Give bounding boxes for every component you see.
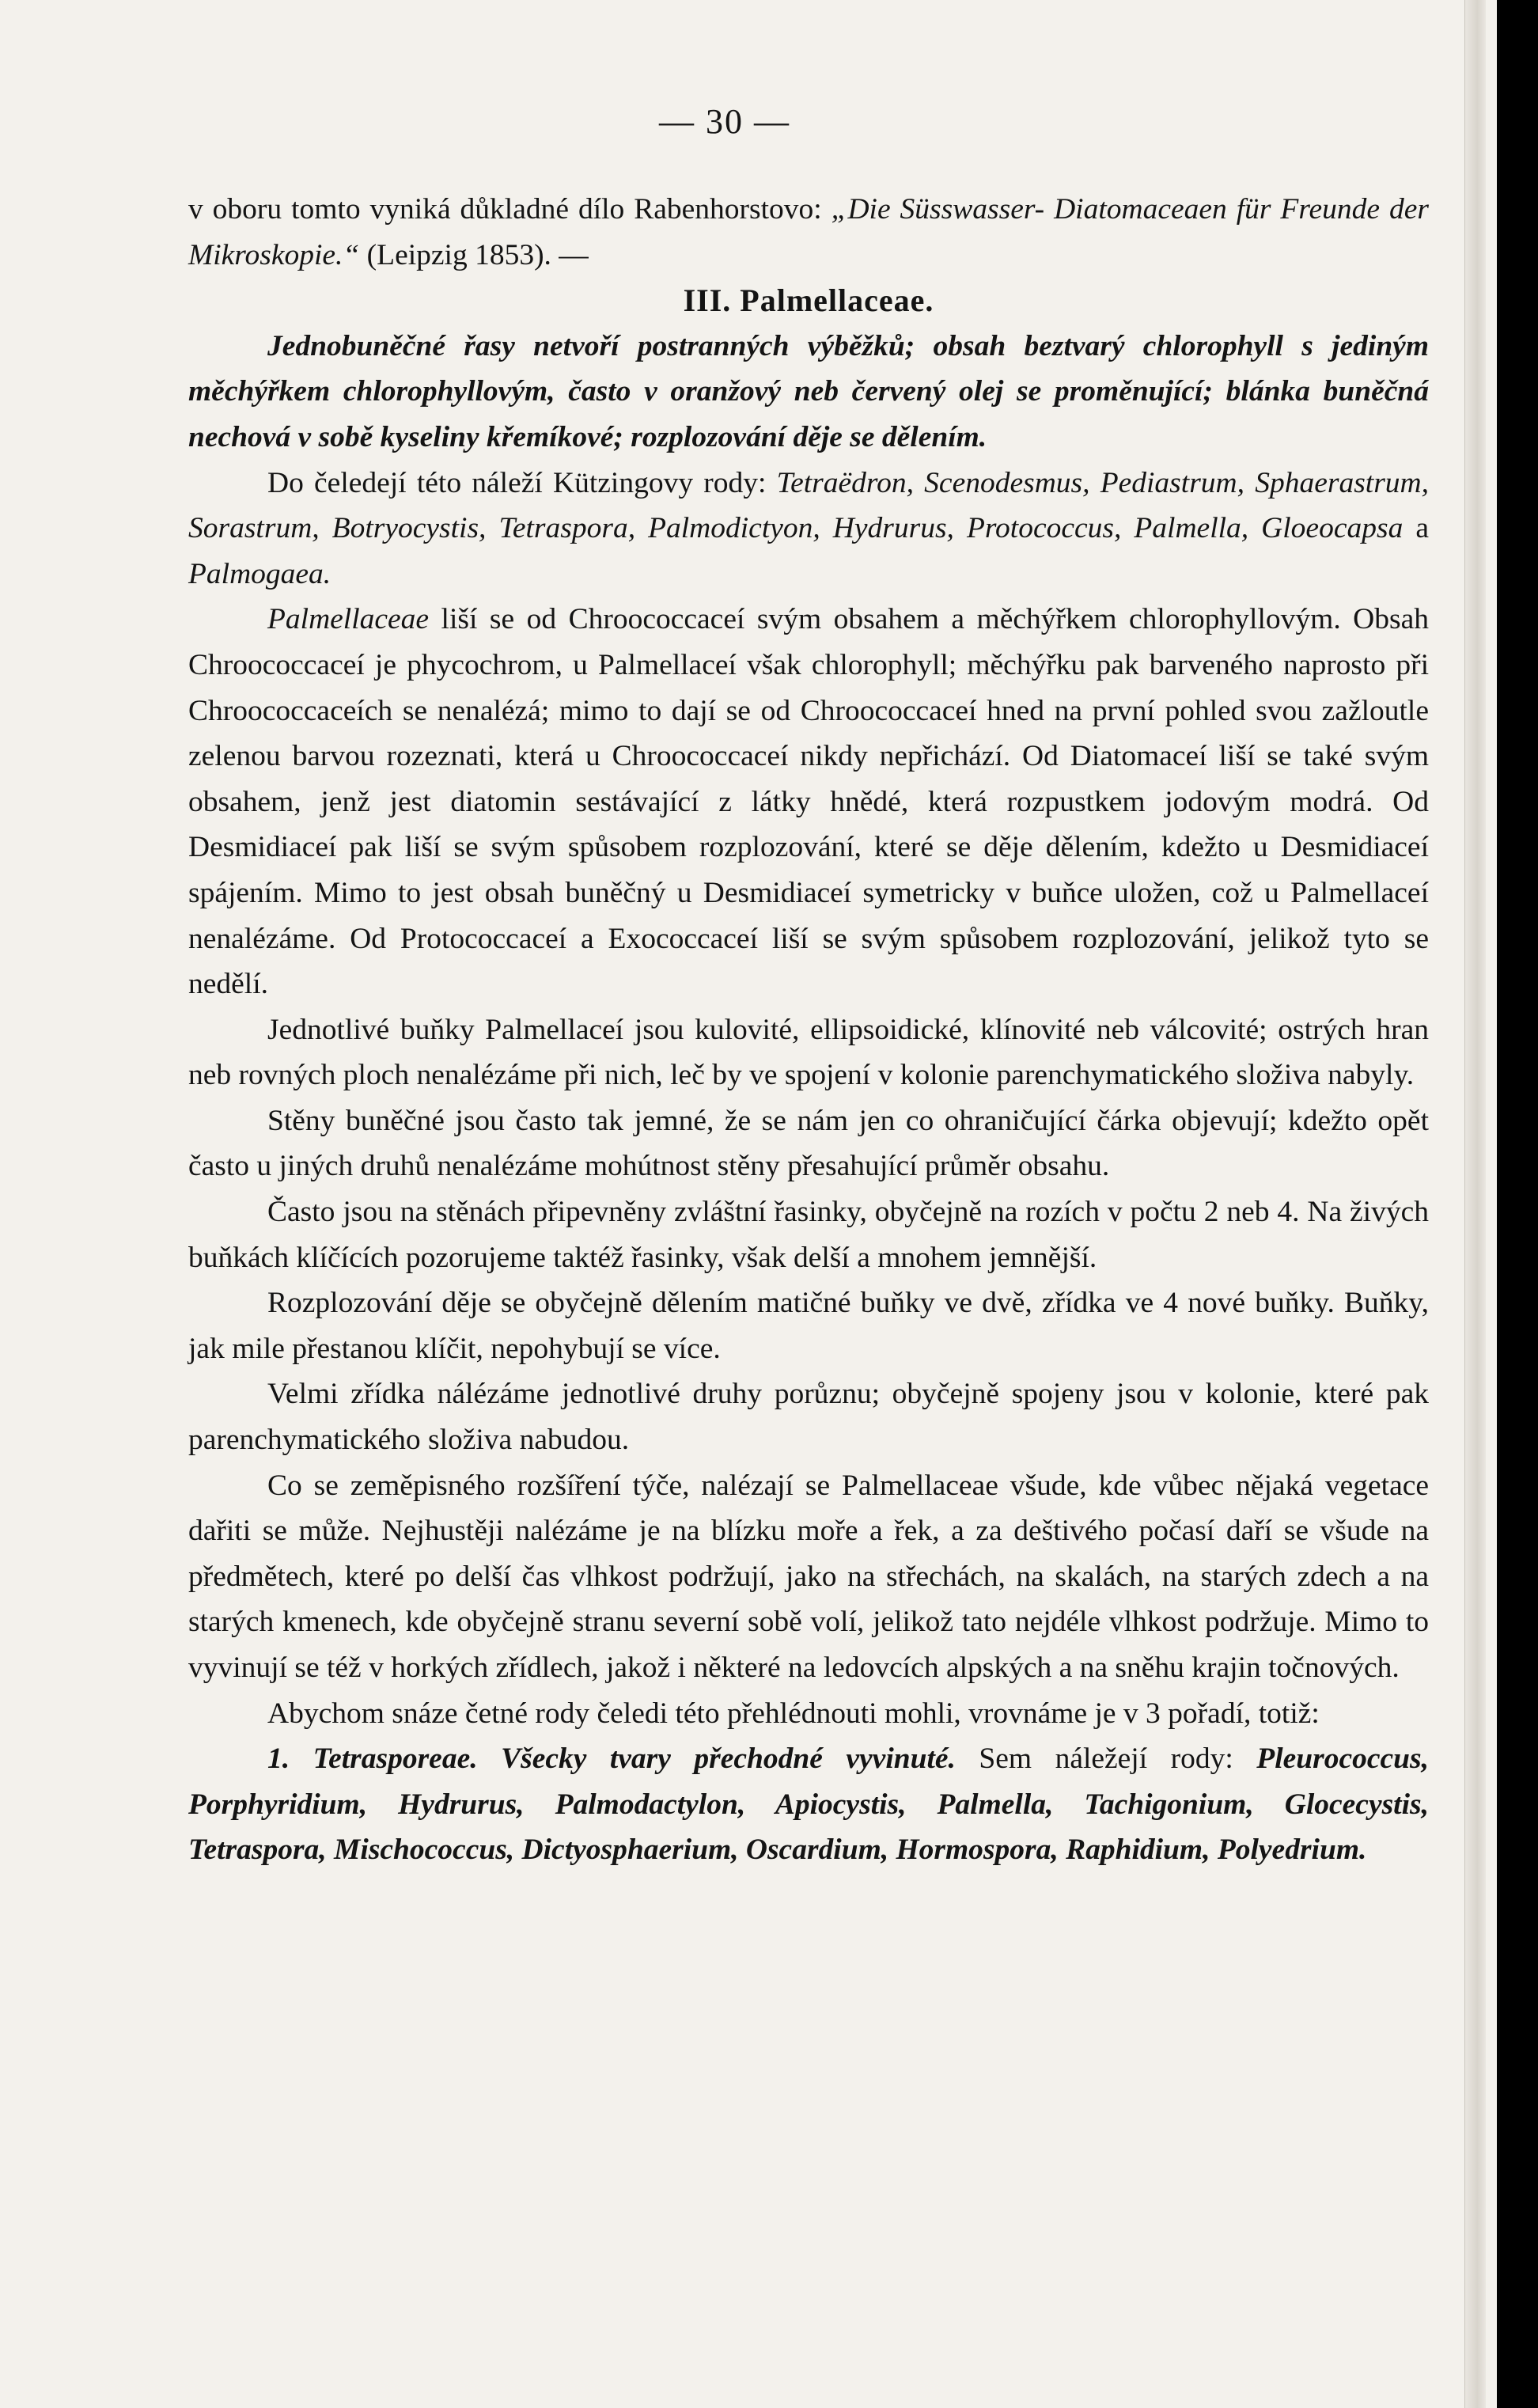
genera-intro: Do čeledejí této náleží Kützingovy rody: bbox=[267, 466, 777, 499]
genera-list: Tetraëdron, Scenodesmus, Pediastrum, Sphaerastrum, Sorastrum, Botryocystis, Tetraspora, Palmodictyon, Hydrurus, Protococcus, Palmella, Gloeocapsa bbox=[188, 466, 1430, 545]
paragraph-classification: Abychom snáze četné rody čeledi této přehlédnouti mohli, vrovnáme je v 3 pořadí, totiž: bbox=[267, 1697, 1320, 1730]
differences-lead: Palmellaceae bbox=[267, 603, 430, 636]
differences-paragraph bbox=[188, 597, 1429, 1007]
intro-book-title: „Die Süsswasser- Diatomaceaen für Freunde der Mikroskopie.“ bbox=[188, 193, 1429, 271]
intro-paragraph bbox=[188, 187, 1429, 278]
tetrasporeae-lead: 1. Tetrasporeae. Všecky tvary přechodné vyvinuté. bbox=[267, 1742, 956, 1776]
paragraph-cell-walls: Stěny buněčné jsou často tak jemné, že se nám jen co ohraničující čárka objevují; kdežto opět často u jiných druhů nenalézáme mohútnost stěny přesahující průměr obsahu. bbox=[188, 1104, 1429, 1183]
tetrasporeae-genera: Pleurococcus, Porphyridium, Hydrurus, Palmodactylon, Apiocystis, Palmella, Tachigonium, Glocecystis, Tetraspora, Mischococcus, Dictyosphaerium, Oscardium, Hormospora, Raphidium, Polyedrium. bbox=[188, 1742, 1429, 1867]
page-number: — 30 — bbox=[659, 102, 790, 141]
paragraph-reproduction: Rozplozování děje se obyčejně dělením matičné buňky ve dvě, zřídka ve 4 nové buňky. Buňky, jak mile přestanou klíčit, nepohybují se více. bbox=[188, 1287, 1429, 1365]
paragraph-cilia: Často jsou na stěnách připevněny zvláštní řasinky, obyčejně na rozích v počtu 2 neb 4. Na živých buňkách klíčících pozorujeme taktéž řasinky, však delší a mnohem jemnější. bbox=[188, 1196, 1429, 1274]
tetrasporeae-paragraph bbox=[188, 1736, 1429, 1873]
body-text bbox=[188, 187, 1429, 1873]
paragraph-colonies: Velmi zřídka nálézáme jednotlivé druhy porůznu; obyčejně spojeny jsou v kolonie, které pak parenchymatického složiva nabudou. bbox=[188, 1378, 1429, 1457]
paragraph-cell-shape: Jednotlivé buňky Palmellaceí jsou kulovité, ellipsoidické, klínovité neb válcovité; ostrých hran neb rovných ploch nenalézáme při nich, leč by ve spojení v kolonie parenchymatického složiva nabyly. bbox=[188, 1013, 1429, 1092]
intro-text: v oboru tomto vyniká důkladné dílo Rabenhorstovo: bbox=[188, 193, 832, 226]
genera-last: Palmogaea. bbox=[188, 557, 331, 590]
section-heading: III. Palmellaceae. bbox=[683, 283, 934, 319]
genera-paragraph bbox=[188, 461, 1429, 597]
definition-paragraph: Jednobuněčné řasy netvoří postranných výběžků; obsah beztvarý chlorophyll s jediným měchýřkem chlorophyllovým, často v oranžový neb červený olej se proměnující; blánka buněčná nechová v sobě kyseliny křemíkové; rozplozování děje se dělením. bbox=[188, 329, 1429, 453]
differences-text: liší se od Chroococcaceí svým obsahem a měchýřkem chlorophyllovým. Obsah Chroococcaceí je phycochrom, u Palmellaceí však chlorophyll; měchýřku pak barveného naprosto při Chroococcaceích se nenalézá; mimo to dají se od Chroococcaceí hned na první pohled svou zažloutle zelenou barvou rozeznati, která u Chroococcaceí nikdy nepřichází. Od Diatomaceí liší se také svým obsahem, jenž jest diatomin sestávající z látky hnědé, která rozpustkem jodovým modrá. Od Desmidiaceí pak liší se svým spůsobem rozplozování, které se děje dělením, kdežto u Desmidiaceí spájením. Mimo to jest obsah buněčný u Desmidiaceí symetricky v buňce uložen, což u Palmellaceí nenalézáme. Od Protococcaceí a Exococcaceí liší se svým spůsobem rozplozování, jelikož tyto se nedělí. bbox=[188, 603, 1429, 1001]
tetrasporeae-text: Sem náležejí rody: bbox=[955, 1742, 1257, 1776]
intro-tail: (Leipzig 1853). — bbox=[359, 238, 589, 271]
genera-and: a bbox=[1403, 512, 1429, 545]
paragraph-distribution: Co se zeměpisného rozšíření týče, nalézají se Palmellaceae všude, kde vůbec nějaká vegetace dařiti se může. Nejhustěji nalézáme je na blízku moře a řek, a za deštivého počasí daří se všude na předmětech, které po delší čas vlhkost podržují, jako na střechách, na skalách, na starých zdech a na starých kmenech, kde obyčejně stranu severní sobě volí, jelikož tato nejdéle vlhkost podržuje. Mimo to vyvinují se též v horkých zřídlech, jakož i některé na ledovcích alpských a na sněhu krajin točnových. bbox=[188, 1469, 1429, 1684]
page-binding-edge bbox=[1464, 0, 1486, 2408]
